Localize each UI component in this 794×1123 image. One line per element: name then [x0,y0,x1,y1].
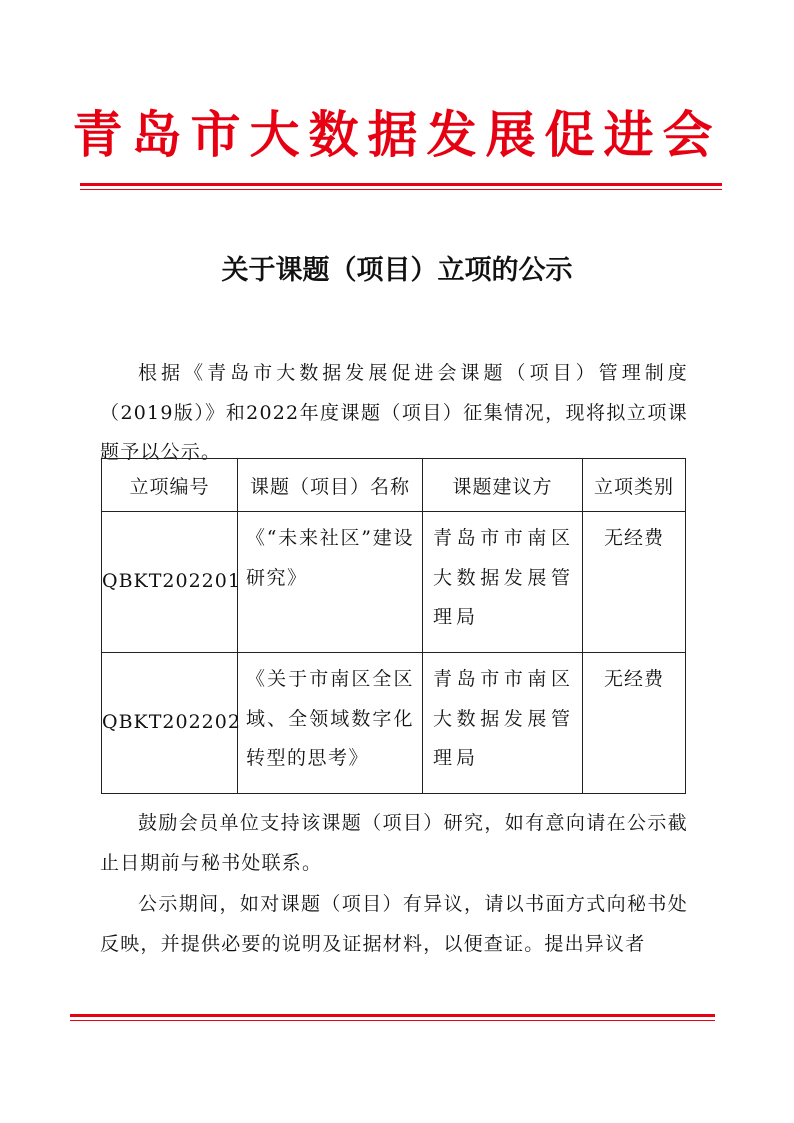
header-project-name: 课题（项目）名称 [238,459,423,512]
project-proposer: 青岛市市南区大数据发展管理局 [423,512,583,653]
project-code: QBKT202202 [102,653,238,794]
header-project-type: 立项类别 [583,459,686,512]
footer-divider-thin [70,1020,715,1021]
project-type: 无经费 [583,512,686,653]
project-name: 《“未来社区”建设研究》 [238,512,423,653]
project-code: QBKT202201 [102,512,238,653]
objection-paragraph: 公示期间，如对课题（项目）有异议，请以书面方式向秘书处反映，并提供必要的说明及证据材料，以便查证。提出异议者 [100,893,688,955]
project-type: 无经费 [583,653,686,794]
project-proposer: 青岛市市南区大数据发展管理局 [423,653,583,794]
project-name: 《关于市南区全区域、全领域数字化转型的思考》 [238,653,423,794]
notice-title: 关于课题（项目）立项的公示 [221,255,573,286]
header-proposer: 课题建议方 [423,459,583,512]
table-row [102,512,686,653]
header-project-code: 立项编号 [102,459,238,512]
encourage-paragraph: 鼓励会员单位支持该课题（项目）研究，如有意向请在公示截止日期前与秘书处联系。 [100,812,688,874]
table-row [102,653,686,794]
intro-paragraph: 根据《青岛市大数据发展促进会课题（项目）管理制度（2019版）》和2022年度课题（项目）征集情况，现将拟立项课题予以公示。 [100,362,688,463]
letterhead-divider-thick [80,183,722,186]
project-table [101,458,686,794]
table-header-row [102,459,686,512]
letterhead-divider-thin [80,189,722,190]
footer-divider-thick [70,1014,715,1017]
letterhead-org-name: 青岛市大数据发展促进会 [72,105,722,164]
